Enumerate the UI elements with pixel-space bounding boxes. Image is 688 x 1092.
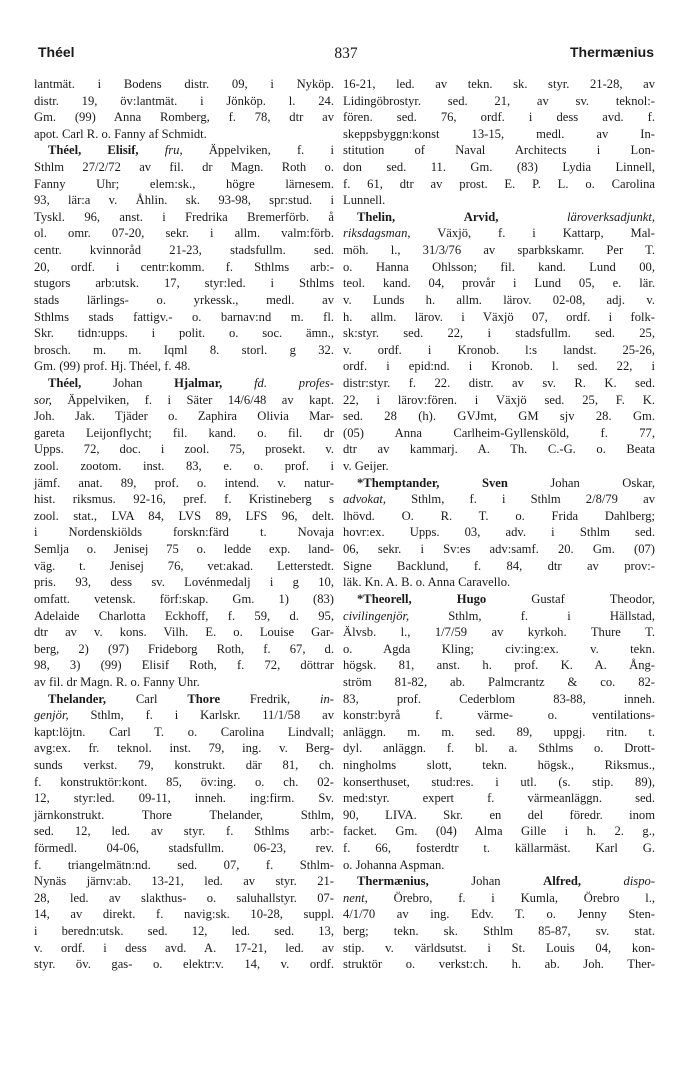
text-line: berg, 2) (97) Frideborg Roth, f. 67, d. bbox=[34, 641, 334, 656]
text-line: Älvsb. l., 1/7/59 av kyrkoh. Thure T. bbox=[343, 625, 655, 640]
text-line: Adelaide Charlotta Eckhoff, f. 59, d. 95, bbox=[34, 608, 334, 623]
entry-heading-line bbox=[34, 375, 334, 392]
person-name: Thelin, bbox=[357, 209, 396, 224]
text-segment: Äppelviken, f. i bbox=[182, 143, 334, 158]
person-name: Thelander, bbox=[48, 691, 106, 706]
text-line bbox=[343, 225, 655, 242]
text-line: högsk. 81, anst. h. prof. K. A. Ång- bbox=[343, 658, 655, 673]
person-name: Théel, bbox=[48, 375, 82, 390]
text-line: f. 66, fosterdtr t. källarmäst. Karl G. bbox=[343, 841, 655, 856]
text-line: konserthuset, stud:res. i utl. (s. stip. 89), bbox=[343, 774, 655, 789]
text-line: stads lärlings- o. yrkessk., medl. av bbox=[34, 292, 334, 307]
text-line: Semlja o. Jenisej 75 o. ledde exp. land- bbox=[34, 542, 334, 557]
occupation: civilingenjör, bbox=[343, 608, 410, 623]
text-line: Signe Backlund, f. 84, dtr av prov:- bbox=[343, 558, 655, 573]
text-line: facket. Gm. (04) Alma Gille i h. 2. g., bbox=[343, 824, 655, 839]
text-line: brosch. m. m. Iqml 8. storl. g 32. bbox=[34, 342, 334, 357]
person-name: *Themptander, bbox=[357, 475, 440, 490]
text-line: förmedl. 04-06, stadsfullm. 06-23, rev. bbox=[34, 841, 334, 856]
page-number: 837 bbox=[334, 45, 358, 62]
text-line: 12, styr:led. 09-11, inneh. ing:firm. Sv. bbox=[34, 791, 334, 806]
text-line: f. triangelmätn:nd. sed. 07, f. Sthlm- bbox=[34, 857, 334, 872]
text-line: hist. riksmus. 92-16, pref. f. Kristineberg s bbox=[34, 492, 334, 507]
text-line: 06, sekr. i Sv:es adv:samf. 20. Gm. (07) bbox=[343, 542, 655, 557]
text-line: avg:ex. fr. teknol. inst. 79, ing. v. Berg- bbox=[34, 741, 334, 756]
text-line: v. Geijer. bbox=[343, 459, 389, 474]
text-line: centr. kvinnoråd 21-23, stadsfullm. sed. bbox=[34, 243, 334, 258]
text-segment bbox=[412, 592, 457, 606]
text-line: lhövd. O. R. T. o. Frida Dahlberg; bbox=[343, 508, 655, 523]
text-line: Tyskl. 96, anst. i Fredrika Bremerförb. å bbox=[34, 209, 334, 224]
text-line: styr. öv. gas- o. elektr:v. 14, v. ordf. bbox=[34, 957, 334, 972]
text-line: Joh. Jak. Tjäder o. Zaphira Olivia Mar- bbox=[34, 409, 334, 424]
text-line: läk. Kn. A. B. o. Anna Caravello. bbox=[343, 575, 511, 590]
text-line: sed. 28 (h). GVJmt, GM sjv 28. Gm. bbox=[343, 409, 655, 424]
text-segment: Carl bbox=[105, 691, 188, 706]
text-segment: Fredrik, bbox=[220, 691, 320, 706]
occupation: fd. profes- bbox=[254, 375, 334, 390]
text-line: stugors arb:utsk. 17, styr:led. i Sthlms bbox=[34, 276, 334, 291]
text-line: 4/1/70 av ing. Edv. T. o. Jenny Sten- bbox=[343, 907, 655, 922]
text-line bbox=[343, 890, 655, 907]
text-line: o. Agda Kling; civ:ing:ex. v. tekn. bbox=[343, 641, 655, 656]
text-line bbox=[34, 392, 334, 409]
text-line: ström 81-82, ab. Palmcrantz & co. 82- bbox=[343, 674, 655, 689]
text-line: Nynäs järnv:ab. 13-21, led. av styr. 21- bbox=[34, 874, 334, 889]
text-line: berg; tekn. sk. Sthlm 85-87, sv. stat. bbox=[343, 924, 655, 939]
text-segment bbox=[395, 210, 464, 224]
occupation: advokat, bbox=[343, 492, 387, 507]
text-line: stitution of Naval Architects i Lon- bbox=[343, 143, 655, 158]
text-line: Upps. 72, doc. i zool. 75, prosekt. v. bbox=[34, 442, 334, 457]
text-line: 22, i lärov:fören. i Växjö sed. 25, F. K. bbox=[343, 392, 655, 407]
text-line: distr:styr. f. 22. distr. av sv. R. K. sed. bbox=[343, 375, 655, 390]
text-line bbox=[343, 491, 655, 508]
person-name: Hugo bbox=[456, 591, 487, 606]
text-line: apot. Carl R. o. Fanny af Schmidt. bbox=[34, 126, 207, 141]
text-line: i Nordenskiölds forskn:färd t. Novaja bbox=[34, 525, 334, 540]
text-segment: Örebro, f. i Kumla, Örebro l., bbox=[367, 890, 655, 905]
text-line: i beredn:utsk. sed. 12, led. sed. 13, bbox=[34, 924, 334, 939]
text-line: Fanny Uhr; elem:sk., högre lärnesem. bbox=[34, 176, 334, 191]
text-line: 28, led. av slakthus- o. saluhallstyr. 07- bbox=[34, 890, 334, 905]
text-line: sed. 12, led. av styr. f. Sthlms arb:- bbox=[34, 824, 334, 839]
text-line: Lidingöbrostyr. sed. 21, av sv. teknol:- bbox=[343, 93, 655, 108]
running-head-left: Théel bbox=[38, 44, 75, 60]
text-line: f. konstruktör:kont. 85, öv:ing. o. ch. 02- bbox=[34, 774, 334, 789]
occupation: läroverksadjunkt, bbox=[566, 209, 655, 224]
text-segment: Johan bbox=[428, 874, 544, 889]
text-segment: Gustaf Theodor, bbox=[486, 591, 656, 606]
text-line: don sed. 11. Gm. (83) Lydia Linnell, bbox=[343, 160, 655, 175]
entry-heading-line bbox=[34, 691, 334, 708]
text-line: hovr:ex. Upps. 03, adv. i Sthlm sed. bbox=[343, 525, 655, 540]
text-line: 16-21, led. av tekn. sk. styr. 21-28, av bbox=[343, 77, 655, 91]
person-name: Thermænius, bbox=[357, 874, 429, 889]
text-line: Skr. tidn:upps. i polit. o. soc. ämn., bbox=[34, 326, 334, 341]
text-line: ordf. i epid:nd. i Kronob. l. sed. 22, i bbox=[343, 359, 655, 374]
text-segment: Sthlm, f. i Karlskr. 11/1/58 av bbox=[68, 708, 334, 723]
text-line: 20, ordf. i centr:komm. f. Sthlms arb:- bbox=[34, 259, 334, 274]
occupation: riksdagsman, bbox=[343, 226, 411, 241]
text-line: f. 61, dtr av prost. E. P. L. o. Carolina bbox=[343, 176, 655, 191]
text-line: kapt:löjtn. Carl T. o. Carolina Lindvall; bbox=[34, 724, 334, 739]
text-line: struktör o. verkst:ch. h. ab. Joh. Ther- bbox=[343, 957, 655, 972]
text-line: sk:styr. sed. 22, i stadsfullm. sed. 25, bbox=[343, 326, 655, 341]
text-segment bbox=[439, 476, 482, 490]
person-name: Théel, Elisif, bbox=[48, 143, 139, 158]
text-line bbox=[34, 707, 334, 724]
person-name: Arvid, bbox=[463, 209, 499, 224]
text-line: Gm. (99) prof. Hj. Théel, f. 48. bbox=[34, 359, 191, 374]
occupation: fru, bbox=[164, 143, 183, 158]
text-line: sunds verkst. 79, konstrukt. där 81, ch. bbox=[34, 757, 334, 772]
text-line: anläggn. m. m. sed. 89, uppgj. ritn. t. bbox=[343, 724, 655, 739]
text-line: gareta Leijonflycht; fil. kand. o. fil. dr bbox=[34, 425, 334, 440]
text-line: o. Johanna Aspman. bbox=[343, 857, 445, 872]
occupation: dispo- bbox=[623, 874, 655, 889]
text-line: teol. kand. 04, provår i Lund 05, e. lär. bbox=[343, 276, 655, 291]
text-segment: Växjö, f. i Kattarp, Mal- bbox=[410, 226, 655, 241]
text-segment bbox=[139, 143, 165, 157]
entry-heading-line bbox=[343, 873, 655, 890]
person-name: Thore bbox=[187, 691, 221, 706]
text-line: dyl. anläggn. f. bl. a. Sthlms o. Drott- bbox=[343, 741, 655, 756]
text-line: v. ordf. i dess avd. A. 17-21, led. av bbox=[34, 940, 334, 955]
text-line: v. ordf. i Kronob. l:s landst. 25-26, bbox=[343, 342, 655, 357]
person-name: *Theorell, bbox=[357, 591, 412, 606]
person-name: Hjalmar, bbox=[174, 375, 223, 390]
text-line: (05) Anna Carlheim-Gyllensköld, f. 77, bbox=[343, 425, 655, 440]
text-line: ningholms slott, tekn. högsk., Riksmus., bbox=[343, 757, 655, 772]
entry-heading-line bbox=[343, 209, 655, 226]
text-line: h. allm. lärov. i Växjö 07, ordf. i folk- bbox=[343, 309, 655, 324]
right-column bbox=[343, 76, 655, 973]
person-name: Sven bbox=[481, 475, 508, 490]
text-segment bbox=[498, 210, 567, 224]
text-line: v. Lunds h. allm. lärov. 02-08, adj. v. bbox=[343, 292, 655, 307]
text-line: dtr av v. kons. Vilh. E. o. Louise Gar- bbox=[34, 625, 334, 640]
text-line: dtr av kammarj. A. Th. C.-G. o. Beata bbox=[343, 442, 655, 457]
text-line: ol. omr. 07-20, sekr. i allm. valm:förb. bbox=[34, 226, 334, 241]
occupation: nent, bbox=[343, 890, 368, 905]
text-line: 83, prof. Cederblom 83-88, inneh. bbox=[343, 691, 655, 706]
text-line: möh. l., 31/3/76 av sparbkskamr. Per T. bbox=[343, 243, 655, 258]
text-line: pris. 93, dess sv. Lovénmedalj i g 10, bbox=[34, 575, 334, 590]
text-line: 90, LIVA. Skr. en del föredr. inom bbox=[343, 807, 655, 822]
text-segment: Äppelviken, f. i Säter 14/6/48 av kapt. bbox=[51, 392, 334, 407]
text-line: konstr:byrå f. värme- o. ventilations- bbox=[343, 708, 655, 723]
person-name: Alfred, bbox=[543, 874, 582, 889]
entry-heading-line bbox=[343, 591, 655, 608]
text-line: med:styr. expert f. värmeanläggn. sed. bbox=[343, 791, 655, 806]
text-line: omfatt. vetensk. förf:skap. Gm. 1) (83) bbox=[34, 591, 334, 606]
text-line: fören. sed. 76, ordf. i dess avd. f. bbox=[343, 110, 655, 125]
text-line: skeppsbyggn:konst 13-15, medl. av In- bbox=[343, 126, 655, 141]
entry-heading-line bbox=[343, 475, 655, 492]
text-segment: Johan bbox=[81, 375, 175, 390]
text-segment: Sthlm, f. i Sthlm 2/8/79 av bbox=[386, 492, 655, 507]
running-head-right: Thermænius bbox=[569, 44, 654, 60]
text-segment: Sthlm, f. i Hällstad, bbox=[409, 608, 655, 623]
left-column bbox=[34, 76, 334, 973]
text-segment bbox=[222, 376, 254, 390]
text-line: zool. stat., LVA 84, LVS 89, LFS 96, delt. bbox=[34, 508, 334, 523]
text-segment bbox=[581, 874, 624, 888]
text-line: o. Hanna Ohlsson; fil. kand. Lund 00, bbox=[343, 259, 655, 274]
text-line: stip. v. världsutst. i St. Louis 04, kon- bbox=[343, 940, 655, 955]
occupation: sor, bbox=[34, 392, 52, 407]
text-line: Lunnell. bbox=[343, 193, 386, 208]
text-line: av fil. dr Magn. R. o. Fanny Uhr. bbox=[34, 674, 200, 689]
text-line: jämf. anat. 89, prof. o. intend. v. natur- bbox=[34, 475, 334, 490]
occupation: genjör, bbox=[34, 708, 69, 723]
text-line: lantmät. i Bodens distr. 09, i Nyköp. bbox=[34, 77, 334, 91]
text-line: zool. zootom. inst. 83, e. o. prof. i bbox=[34, 459, 334, 474]
text-line: 14, av direkt. f. navig:sk. 10-28, suppl. bbox=[34, 907, 334, 922]
occupation: in- bbox=[320, 691, 334, 706]
text-line: distr. 19, öv:lantmät. i Jönköp. l. 24. bbox=[34, 93, 334, 108]
text-line: 98, 3) (99) Elisif Roth, f. 72, döttrar bbox=[34, 658, 334, 673]
page-header bbox=[38, 44, 654, 68]
entry-heading-line bbox=[34, 142, 334, 159]
text-segment: Johan Oskar, bbox=[507, 475, 655, 490]
text-line: järnkonstrukt. Thore Thelander, Sthlm, bbox=[34, 807, 334, 822]
text-line bbox=[343, 608, 655, 625]
text-line: Sthlm 27/2/72 av fil. dr Magn. Roth o. bbox=[34, 160, 334, 175]
text-line: Sthlms stads fattigv.- o. barnav:nd m. fl. bbox=[34, 309, 334, 324]
text-line: Gm. (99) Anna Romberg, f. 78, dtr av bbox=[34, 110, 334, 125]
text-line: 93, lär:a v. Åhlin. sk. 93-98, spr:stud. i bbox=[34, 193, 334, 208]
text-line: väg. t. Jenisej 76, vet:akad. Letterstedt. bbox=[34, 558, 334, 573]
